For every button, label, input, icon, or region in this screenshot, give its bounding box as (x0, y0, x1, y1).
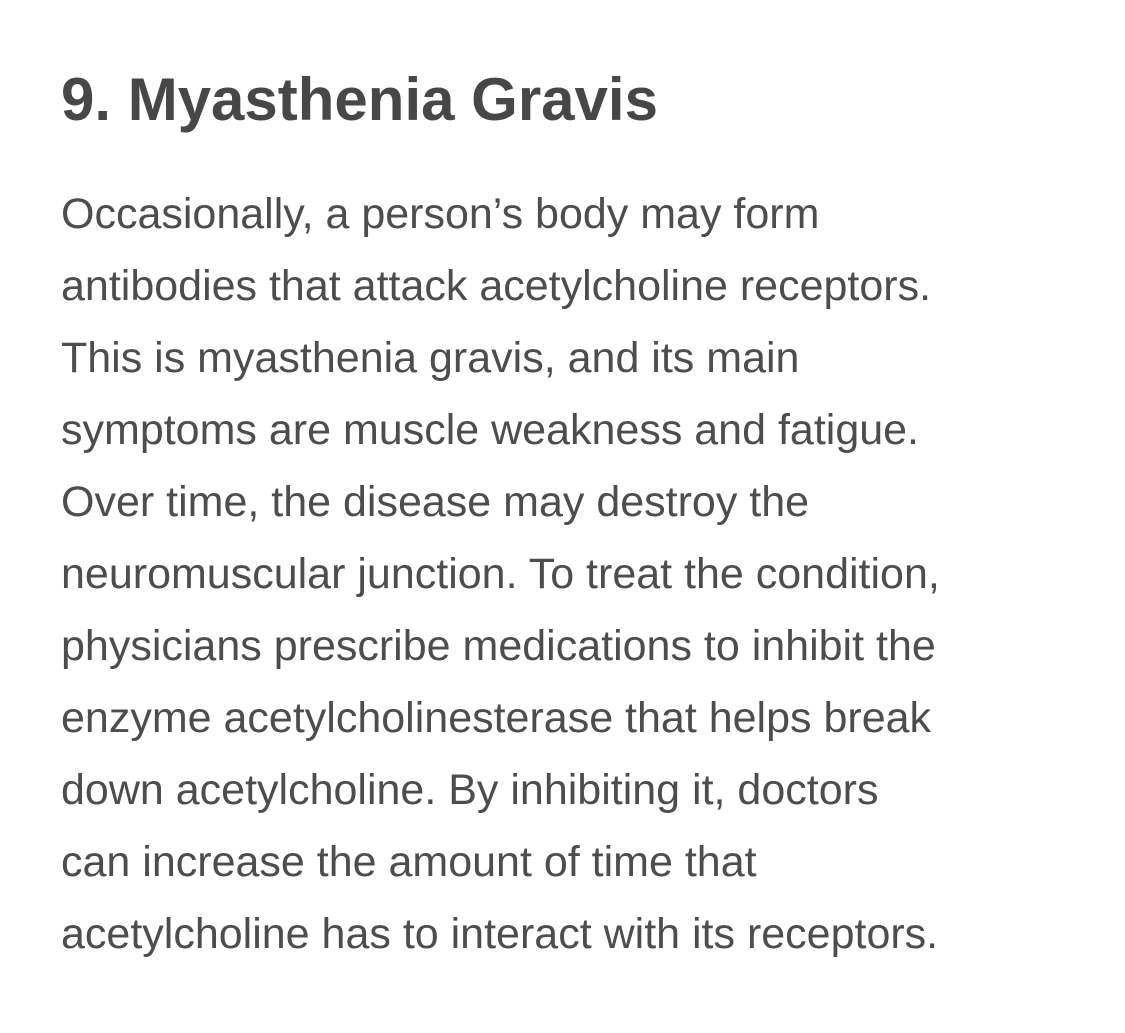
paragraph-line: physicians prescribe medications to inhibit the (61, 622, 936, 670)
paragraph-line: acetylcholine has to interact with its receptors. (61, 910, 939, 958)
paragraph-line: This is myasthenia gravis, and its main (61, 334, 800, 382)
paragraph-line: can increase the amount of time that (61, 838, 757, 886)
section-heading: 9. Myasthenia Gravis (61, 66, 658, 133)
paragraph-line: Over time, the disease may destroy the (61, 478, 810, 526)
paragraph-line: neuromuscular junction. To treat the condition, (61, 550, 940, 598)
paragraph-line: down acetylcholine. By inhibiting it, doctors (61, 766, 879, 814)
paragraph-line: enzyme acetylcholinesterase that helps break (61, 694, 932, 742)
section-paragraph (61, 178, 1071, 970)
paragraph-line: Occasionally, a person’s body may form (61, 190, 820, 238)
paragraph-line: symptoms are muscle weakness and fatigue. (61, 406, 920, 454)
article-section (61, 58, 1071, 970)
paragraph-line: antibodies that attack acetylcholine receptors. (61, 262, 932, 310)
